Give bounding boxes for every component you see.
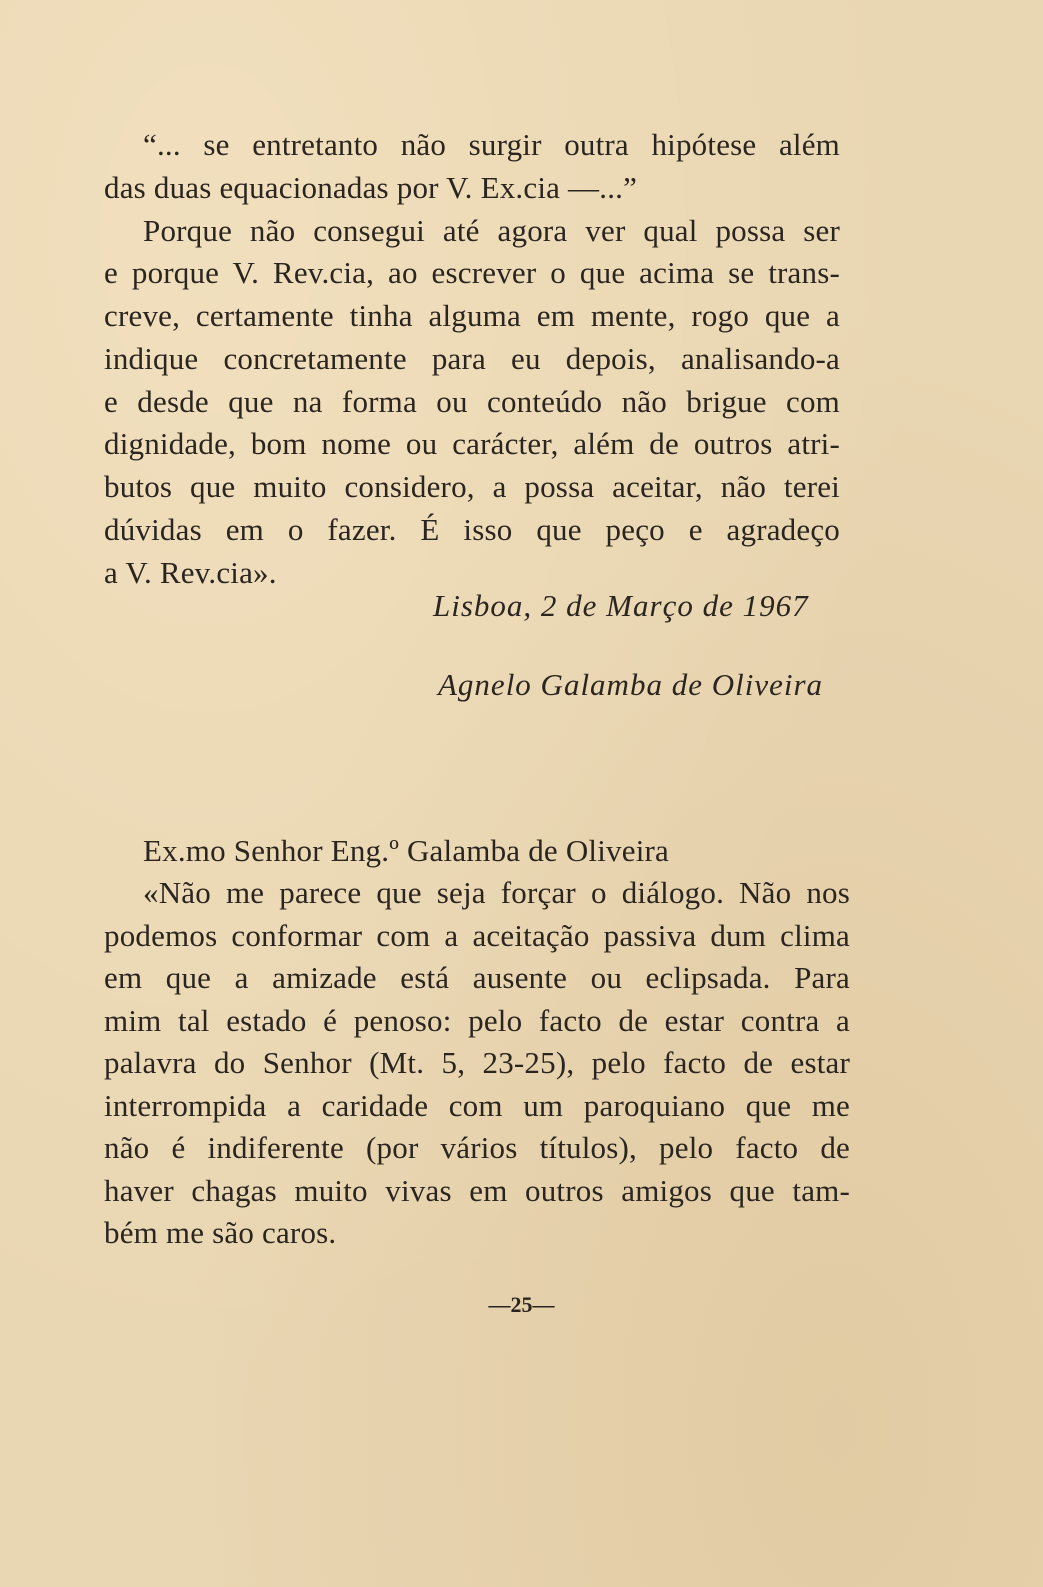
text-line: dignidade, bom nome ou carácter, além de outros atri- <box>104 426 840 461</box>
text-line: dúvidas em o fazer. É isso que peço e agradeço <box>104 512 840 547</box>
text-line: podemos conformar com a aceitação passiva dum clima <box>104 918 850 953</box>
text-line: em que a amizade está ausente ou eclipsada. Para <box>104 960 850 995</box>
salutation: Ex.mo Senhor Eng.º Galamba de Oliveira <box>143 833 669 868</box>
text-line: mim tal estado é penoso: pelo facto de estar contra a <box>104 1003 850 1038</box>
text-line: e porque V. Rev.cia, ao escrever o que acima se trans- <box>104 255 840 290</box>
text-line: palavra do Senhor (Mt. 5, 23-25), pelo facto de estar <box>104 1045 850 1080</box>
signature: Agnelo Galamba de Oliveira <box>438 667 824 702</box>
text-line: creve, certamente tinha alguma em mente, rogo que a <box>104 298 840 333</box>
text-line: não é indiferente (por vários títulos), pelo facto de <box>104 1130 850 1165</box>
text-line: haver chagas muito vivas em outros amigos que tam- <box>104 1173 850 1208</box>
text-line: das duas equacionadas por V. Ex.cia —...” <box>104 170 638 205</box>
text-line: e desde que na forma ou conteúdo não brigue com <box>104 384 840 419</box>
text-line: interrompida a caridade com um paroquiano que me <box>104 1088 850 1123</box>
text-line: Porque não consegui até agora ver qual possa ser <box>143 213 840 248</box>
text-line: a V. Rev.cia». <box>104 555 277 590</box>
text-line: «Não me parece que seja forçar o diálogo. Não nos <box>143 875 850 910</box>
text-line: “... se entretanto não surgir outra hipótese além <box>143 127 840 162</box>
page-number: —25— <box>488 1292 555 1317</box>
text-line: indique concretamente para eu depois, analisando-a <box>104 341 840 376</box>
text-line: butos que muito considero, a possa aceitar, não terei <box>104 469 840 504</box>
text-line: bém me são caros. <box>104 1215 337 1250</box>
place-date: Lisboa, 2 de Março de 1967 <box>433 588 809 623</box>
